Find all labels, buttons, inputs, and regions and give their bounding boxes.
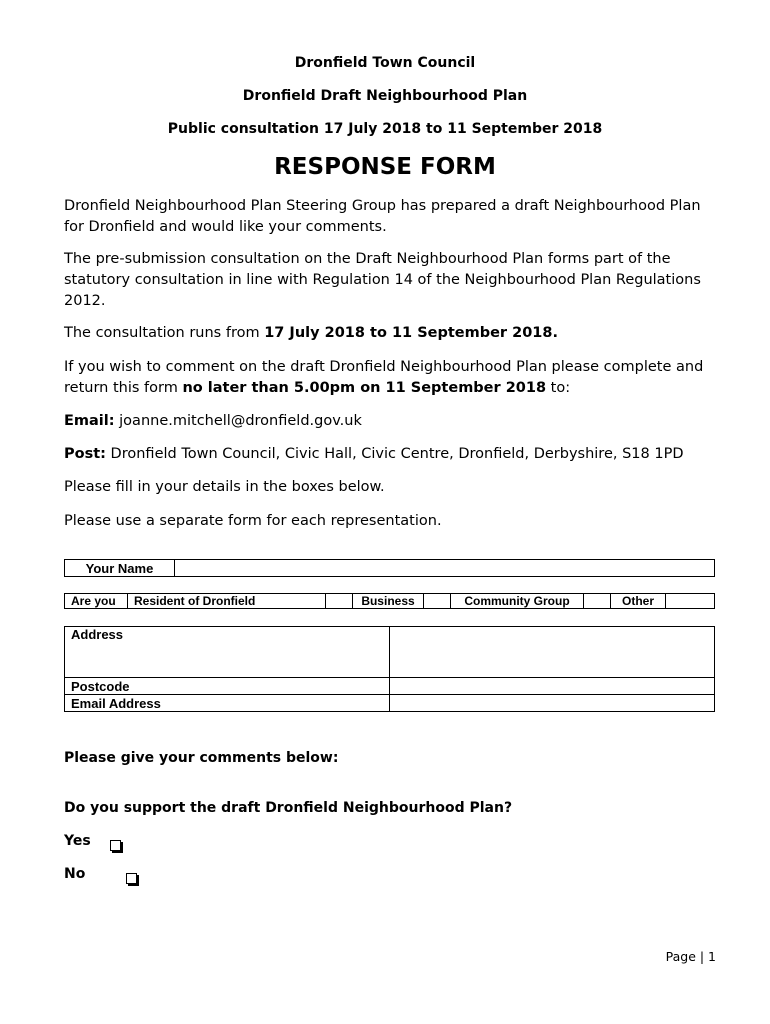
regulation-paragraph: The pre-submission consultation on the Draft Neighbourhood Plan forms part of the statutory consultation in line with Regulation 14 of the Neighbourhood Plan Regulations 2012.	[64, 251, 701, 309]
council-name: Dronfield Town Council	[294, 55, 476, 71]
email-address-label: Email Address	[65, 695, 390, 712]
are-you-table	[64, 593, 715, 609]
are-you-label: Are you	[65, 594, 128, 609]
comments-heading: Please give your comments below:	[64, 750, 339, 766]
consultation-dates: Public consultation 17 July 2018 to 11 September 2018	[167, 121, 603, 137]
community-group-label: Community Group	[451, 594, 584, 609]
resident-checkbox[interactable]	[326, 594, 353, 609]
consultation-period-dates: 17 July 2018 to 11 September 2018.	[264, 325, 558, 341]
postcode-label: Postcode	[65, 678, 390, 695]
other-checkbox[interactable]	[666, 594, 715, 609]
page-number: Page | 1	[665, 949, 716, 964]
separate-form-instruction: Please use a separate form for each representation.	[64, 513, 442, 529]
no-checkbox-icon[interactable]	[126, 873, 137, 884]
address-label: Address	[65, 627, 390, 678]
other-label: Other	[611, 594, 666, 609]
address-field[interactable]	[390, 627, 715, 678]
fill-details-instruction: Please fill in your details in the boxes below.	[64, 479, 385, 495]
your-name-table	[64, 559, 715, 577]
resident-label: Resident of Dronfield	[128, 594, 326, 609]
email-line	[64, 411, 724, 432]
address-table	[64, 626, 715, 712]
email-value[interactable]: joanne.mitchell@dronfield.gov.uk	[114, 413, 362, 429]
your-name-field[interactable]	[175, 560, 715, 577]
return-instructions	[64, 357, 724, 399]
post-line	[64, 444, 724, 465]
consultation-period	[64, 323, 724, 344]
business-label: Business	[353, 594, 424, 609]
yes-checkbox-icon[interactable]	[110, 840, 121, 851]
support-question: Do you support the draft Dronfield Neighbourhood Plan?	[64, 800, 513, 816]
post-value: Dronfield Town Council, Civic Hall, Civic Centre, Dronfield, Derbyshire, S18 1PD	[105, 446, 684, 462]
email-address-field[interactable]	[390, 695, 715, 712]
no-label: No	[64, 866, 86, 882]
community-group-checkbox[interactable]	[584, 594, 611, 609]
business-checkbox[interactable]	[424, 594, 451, 609]
page-title: RESPONSE FORM	[274, 154, 496, 180]
return-deadline: no later than 5.00pm on 11 September 2018	[182, 380, 547, 396]
postcode-field[interactable]	[390, 678, 715, 695]
yes-label: Yes	[64, 833, 91, 849]
plan-name: Dronfield Draft Neighbourhood Plan	[242, 88, 528, 104]
return-instructions-end: to:	[546, 380, 571, 396]
intro-paragraph: Dronfield Neighbourhood Plan Steering Group has prepared a draft Neighbourhood Plan for Dronfield and would like your comments.	[64, 198, 701, 235]
return-instructions-text: If you wish to comment on the draft Dronfield Neighbourhood Plan please complete and return this form	[64, 359, 704, 396]
email-label: Email:	[64, 413, 115, 429]
consultation-period-text: The consultation runs from	[64, 325, 265, 341]
your-name-label: Your Name	[65, 560, 175, 577]
post-label: Post:	[64, 446, 106, 462]
